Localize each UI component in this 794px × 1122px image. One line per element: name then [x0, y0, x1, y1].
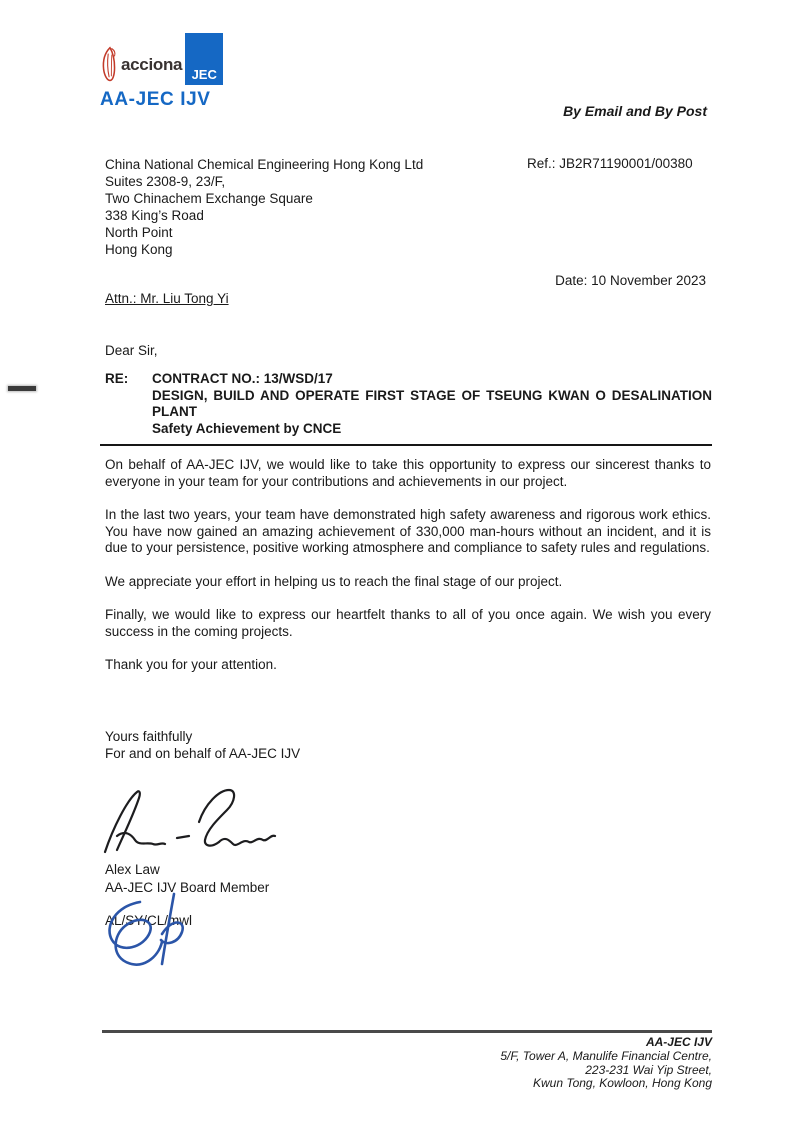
logo-row [100, 33, 223, 86]
subject-lines [152, 371, 712, 437]
subject-block [100, 371, 712, 446]
letterhead [100, 33, 223, 111]
signer-title: AA-JEC IJV Board Member [105, 880, 270, 895]
subject-label: RE: [105, 371, 129, 386]
body-paragraph: In the last two years, your team have demonstrated high safety awareness and rigorous work ethics. You have now gained an amazing achievement of 330,000 man-hours without an incident, and it is due to your persistence, positive working atmosphere and compliance to safety rules and regulations. [105, 507, 711, 555]
subject-project-title: DESIGN, BUILD AND OPERATE FIRST STAGE OF TSEUNG KWAN O DESALINATION PLANT [152, 387, 712, 419]
footer-company: AA-JEC IJV [645, 1035, 712, 1049]
reference-number: Ref.: JB2R71190001/00380 [527, 156, 693, 171]
scan-artifact-mark [8, 386, 36, 391]
subject-topic: Safety Achievement by CNCE [152, 420, 342, 436]
letter-body [105, 457, 711, 691]
recipient-line: Two Chinachem Exchange Square [105, 191, 313, 206]
on-behalf-line: For and on behalf of AA-JEC IJV [105, 746, 301, 761]
handwritten-signature-icon [95, 778, 285, 863]
attention-line: Attn.: Mr. Liu Tong Yi [105, 291, 229, 306]
jec-logo [185, 33, 223, 85]
jec-wordmark: JEC [191, 67, 217, 82]
subject-contract-no: CONTRACT NO.: 13/WSD/17 [152, 371, 333, 386]
acciona-wordmark: acciona [121, 55, 183, 74]
letter-footer [102, 1030, 712, 1091]
footer-address-line: 223-231 Wai Yip Street, [585, 1062, 712, 1077]
footer-address-line: 5/F, Tower A, Manulife Financial Centre, [500, 1048, 712, 1063]
body-paragraph: Thank you for your attention. [105, 657, 277, 672]
signer-name: Alex Law [105, 862, 160, 877]
closing-block [105, 728, 300, 762]
salutation: Dear Sir, [105, 343, 158, 358]
acciona-logo [100, 44, 182, 86]
acciona-tree-icon [100, 44, 120, 86]
body-paragraph: Finally, we would like to express our heartfelt thanks to all of you once again. We wish you every success in the coming projects. [105, 607, 711, 639]
recipient-line: 338 King’s Road [105, 208, 204, 223]
recipient-line: North Point [105, 225, 173, 240]
footer-address-line: Kwun Tong, Kowloon, Hong Kong [532, 1076, 712, 1091]
recipient-line: China National Chemical Engineering Hong Kong Ltd [105, 157, 424, 172]
recipient-line: Hong Kong [105, 242, 173, 257]
delivery-method: By Email and By Post [563, 103, 707, 119]
valediction: Yours faithfully [105, 729, 193, 744]
reference-initials: AL/SY/CL/mwl [105, 913, 193, 928]
recipient-address [105, 156, 423, 258]
recipient-line: Suites 2308-9, 23/F, [105, 174, 226, 189]
body-paragraph: We appreciate your effort in helping us to reach the final stage of our project. [105, 573, 563, 589]
joint-venture-name: AA-JEC IJV [100, 89, 211, 110]
body-paragraph: On behalf of AA-JEC IJV, we would like to take this opportunity to express our sincerest thanks to everyone in your team for your contributions and achievements in our project. [105, 457, 711, 489]
letter-date: Date: 10 November 2023 [555, 273, 706, 288]
handwritten-initials-icon [96, 888, 216, 973]
